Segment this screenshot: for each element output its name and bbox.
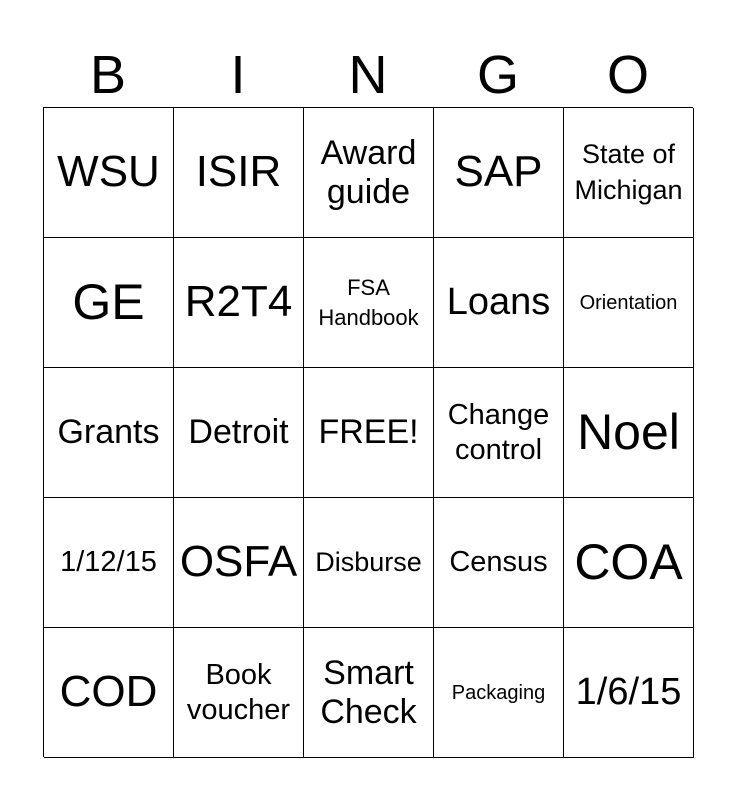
bingo-cell[interactable]: 1/6/15 <box>564 628 694 758</box>
bingo-cell[interactable]: State of Michigan <box>564 108 694 238</box>
bingo-cell[interactable]: R2T4 <box>174 238 304 368</box>
header-letter-g: G <box>476 45 519 105</box>
bingo-cell[interactable]: Smart Check <box>304 628 434 758</box>
bingo-cell[interactable]: COD <box>44 628 174 758</box>
bingo-cell[interactable]: Packaging <box>434 628 564 758</box>
bingo-cell[interactable]: Change control <box>434 368 564 498</box>
bingo-cell[interactable]: FSA Handbook <box>304 238 434 368</box>
bingo-cell[interactable]: Book voucher <box>174 628 304 758</box>
bingo-cell[interactable]: Detroit <box>174 368 304 498</box>
bingo-cell[interactable]: Disburse <box>304 498 434 628</box>
bingo-board <box>43 107 693 757</box>
bingo-cell[interactable]: Loans <box>434 238 564 368</box>
header-letter-i: I <box>230 45 246 105</box>
bingo-cell[interactable]: SAP <box>434 108 564 238</box>
bingo-cell[interactable]: GE <box>44 238 174 368</box>
bingo-cell[interactable]: WSU <box>44 108 174 238</box>
header-letter-n: N <box>348 45 388 105</box>
bingo-cell[interactable]: Grants <box>44 368 174 498</box>
bingo-cell[interactable]: Noel <box>564 368 694 498</box>
bingo-cell[interactable]: COA <box>564 498 694 628</box>
header-letter-b: B <box>89 45 127 105</box>
bingo-cell[interactable]: Award guide <box>304 108 434 238</box>
bingo-cell[interactable]: ISIR <box>174 108 304 238</box>
bingo-cell[interactable]: Census <box>434 498 564 628</box>
bingo-cell[interactable]: 1/12/15 <box>44 498 174 628</box>
bingo-cell[interactable]: OSFA <box>174 498 304 628</box>
bingo-header <box>43 42 693 108</box>
bingo-cell[interactable]: Orientation <box>564 238 694 368</box>
free-space-cell[interactable]: FREE! <box>304 368 434 498</box>
header-letter-o: O <box>606 45 649 105</box>
